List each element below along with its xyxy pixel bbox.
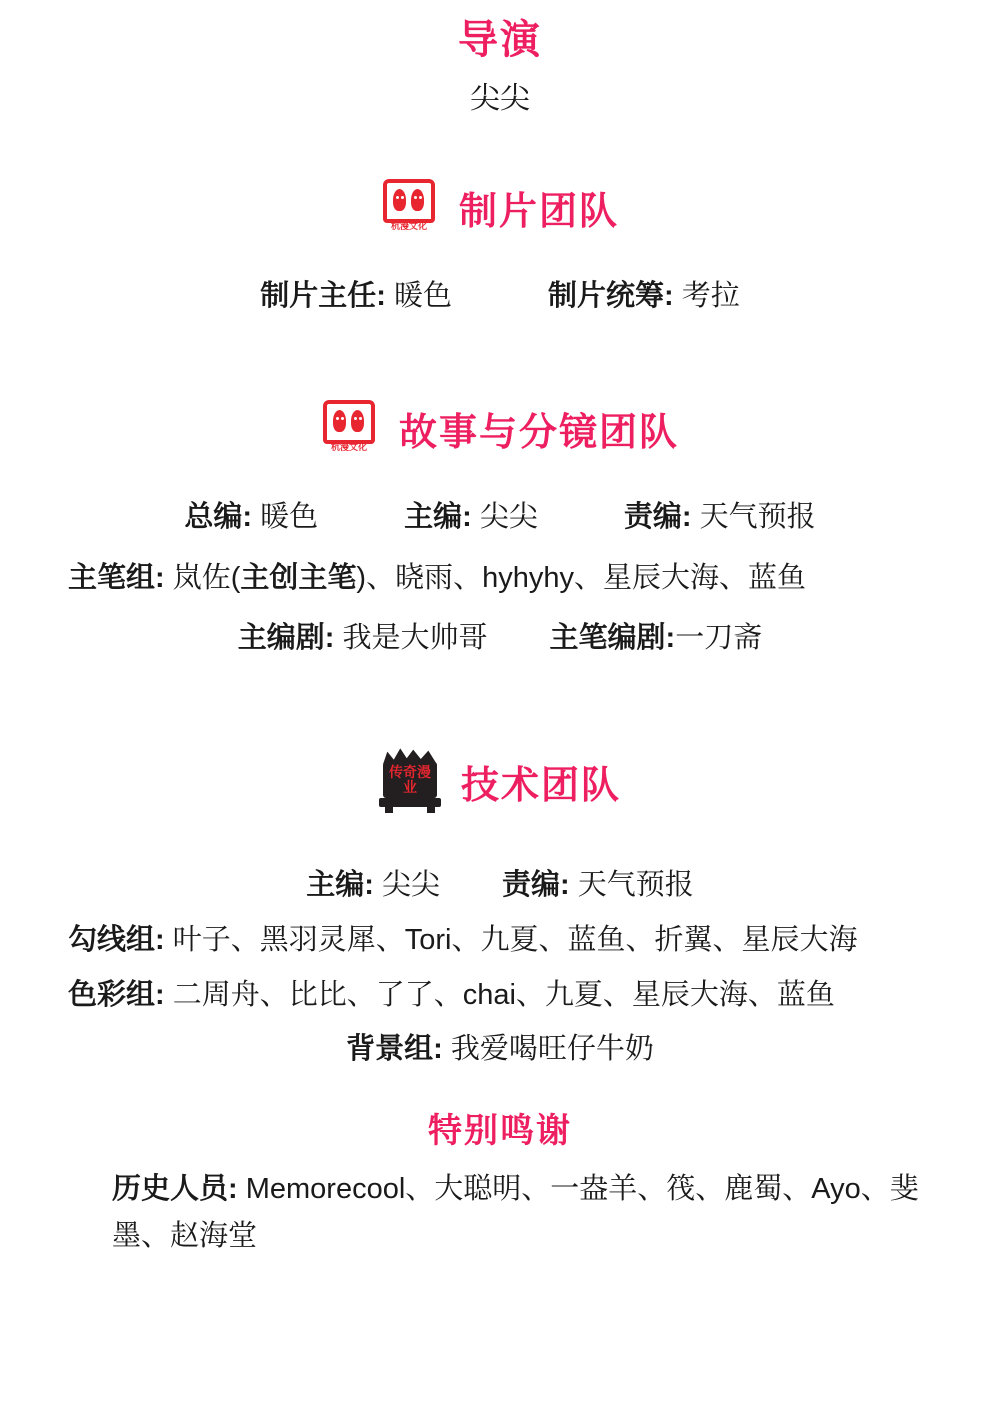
section-title-production: 制片团队 [458, 190, 619, 233]
section-header-production [40, 177, 960, 237]
tech-color-group-label: 色彩组: [68, 978, 165, 1011]
thanks-historical-members-label: 历史人员: [112, 1173, 238, 1206]
story-screenwriters [40, 615, 960, 656]
section-title-thanks: 特别鸣谢 [428, 1112, 572, 1151]
hangman-culture-logo-caption: 杭漫文化 [390, 221, 427, 231]
story-role-chief [184, 494, 318, 535]
tech-background-group-label: 背景组: [346, 1033, 443, 1066]
hangman-culture-logo-icon [381, 177, 441, 237]
tech-role-responsible-editor [502, 862, 694, 903]
thanks-historical-members-value: Memorecool、大聪明、一盎羊、筏、鹿蜀、Ayo、斐墨、赵海堂 [112, 1173, 919, 1252]
story-role-editor-label: 主编: [404, 501, 472, 533]
section-title-story: 故事与分镜团队 [398, 411, 679, 454]
tech-role-editor [306, 862, 440, 903]
tech-lineart-group [40, 917, 960, 963]
story-head-screenwriter [238, 615, 488, 656]
tech-role-responsible-editor-value: 天气预报 [577, 869, 694, 902]
story-head-screenwriter-value: 我是大帅哥 [342, 622, 488, 655]
section-header-tech [40, 748, 960, 814]
hangman-culture-logo-caption-2: 杭漫文化 [330, 442, 367, 452]
production-role-coordinator-value: 考拉 [681, 280, 740, 312]
story-role-editor-value: 尖尖 [479, 501, 538, 533]
story-role-responsible-editor-value: 天气预报 [699, 501, 816, 533]
thanks-historical-members [40, 1166, 960, 1259]
story-lead-screenwriter-value: 一刀斋 [675, 622, 763, 655]
tech-role-editor-label: 主编: [306, 869, 374, 902]
tech-lineart-group-value: 叶子、黑羽灵犀、Tori、九夏、蓝鱼、折翼、星辰大海 [172, 924, 858, 957]
tech-background-group [40, 1026, 960, 1067]
tech-background-group-value: 我爱喝旺仔牛奶 [450, 1033, 654, 1066]
story-lead-writers [40, 555, 960, 601]
story-lead-screenwriter [550, 615, 763, 656]
story-lead-screenwriter-label: 主笔编剧: [549, 622, 676, 655]
tech-roles [40, 862, 960, 903]
tech-lineart-group-label: 勾线组: [68, 924, 165, 957]
tech-role-responsible-editor-label: 责编: [502, 869, 570, 902]
story-head-screenwriter-label: 主编剧: [237, 622, 335, 655]
story-role-chief-label: 总编: [184, 501, 253, 533]
story-lead-writers-prefix: 岚佐( [172, 562, 241, 594]
story-role-responsible-editor [624, 494, 816, 535]
story-lead-writers-highlight: 主创主笔 [240, 562, 357, 594]
production-role-director-label: 制片主任: [260, 280, 386, 312]
section-header-story [40, 398, 960, 458]
tech-color-group-value: 二周舟、比比、了了、chai、九夏、星辰大海、蓝鱼 [172, 978, 835, 1011]
story-lead-writers-label: 主笔组: [68, 562, 165, 594]
story-roles [40, 494, 960, 535]
story-lead-writers-suffix: )、晓雨、hyhyhy、星辰大海、蓝鱼 [356, 562, 806, 594]
hangman-culture-logo-icon-2 [321, 398, 381, 458]
story-role-responsible-editor-label: 责编: [623, 501, 692, 533]
director-name: 尖尖 [470, 82, 530, 115]
section-title-tech: 技术团队 [460, 764, 621, 807]
production-role-coordinator [548, 273, 740, 314]
tech-color-group [40, 972, 960, 1018]
production-role-director [260, 273, 452, 314]
section-title-director: 导演 [458, 18, 542, 62]
legend-comics-logo-text: 传奇漫业 [388, 764, 431, 796]
production-role-coordinator-label: 制片统筹: [548, 280, 674, 312]
production-roles [40, 273, 960, 314]
tech-role-editor-value: 尖尖 [381, 869, 440, 902]
legend-comics-logo-icon [379, 748, 443, 814]
production-role-director-value: 暖色 [393, 280, 452, 312]
story-role-chief-value: 暖色 [260, 501, 319, 533]
story-role-editor [404, 494, 538, 535]
